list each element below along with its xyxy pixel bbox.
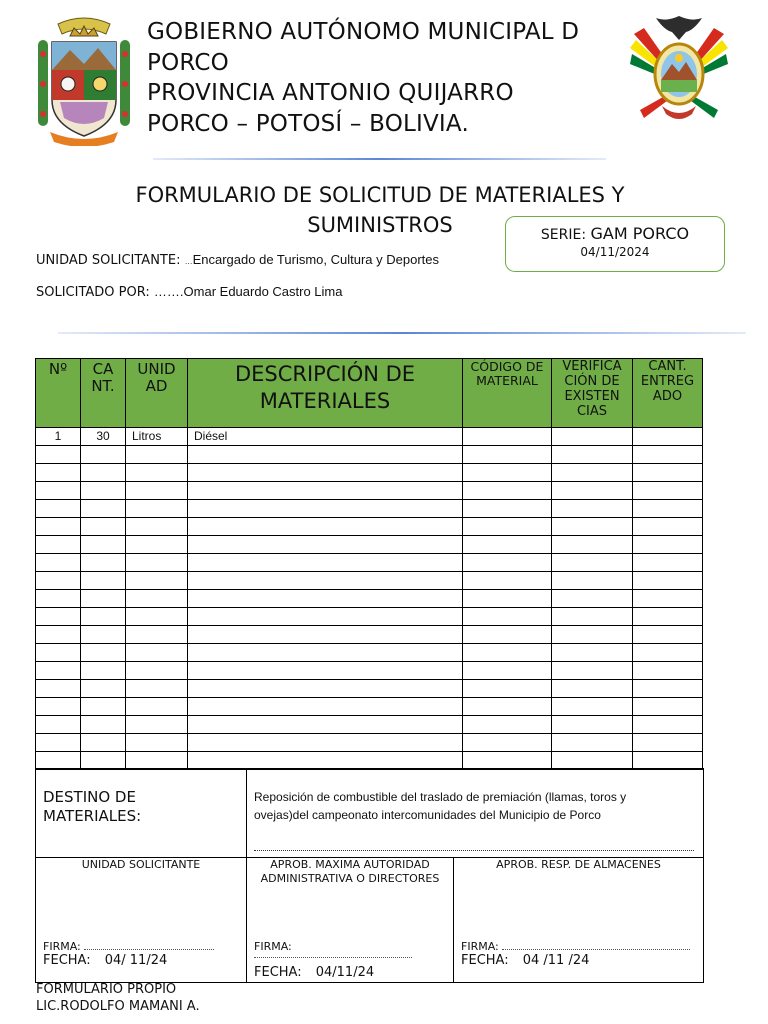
col-header-unidad: UNID AD — [126, 359, 188, 428]
table-cell — [463, 536, 552, 554]
table-cell — [126, 698, 188, 716]
table-cell — [126, 608, 188, 626]
municipal-coat-of-arms-logo — [34, 14, 134, 146]
table-cell — [36, 464, 81, 482]
table-cell — [126, 572, 188, 590]
bolivia-coat-of-arms-logo — [626, 14, 732, 128]
signature-autoridad-line — [254, 957, 412, 958]
table-cell — [126, 446, 188, 464]
table-cell — [126, 752, 188, 770]
footer-line-1: FORMULARIO PROPIO — [36, 982, 177, 997]
table-cell — [633, 536, 703, 554]
signature-autoridad-fecha — [254, 965, 374, 980]
table-row — [36, 446, 703, 464]
unidad-solicitante-label: UNIDAD SOLICITANTE: — [36, 253, 181, 268]
table-cell — [463, 734, 552, 752]
table-cell — [552, 734, 633, 752]
table-row — [36, 716, 703, 734]
table-cell — [81, 590, 126, 608]
table-cell — [81, 500, 126, 518]
col-header-numero: Nº — [36, 359, 81, 428]
table-cell — [463, 518, 552, 536]
table-cell — [126, 590, 188, 608]
table-row — [36, 626, 703, 644]
section-divider — [58, 332, 746, 334]
table-cell — [126, 464, 188, 482]
table-cell — [463, 554, 552, 572]
table-cell — [552, 680, 633, 698]
table-cell — [552, 518, 633, 536]
table-cell — [81, 734, 126, 752]
table-cell — [188, 446, 463, 464]
table-cell — [552, 608, 633, 626]
table-cell — [126, 482, 188, 500]
materials-table-body — [36, 428, 703, 770]
col-header-descripcion: DESCRIPCIÓN DE MATERIALES — [188, 359, 463, 428]
destino-text-line-2: ovejas)del campeonato intercomunidades del Municipio de Porco — [254, 808, 601, 822]
table-cell — [188, 536, 463, 554]
table-cell — [188, 554, 463, 572]
table-cell — [36, 662, 81, 680]
table-cell — [126, 554, 188, 572]
signature-autoridad-title-line-1: APROB. MAXIMA AUTORIDAD — [270, 858, 430, 871]
table-cell — [552, 644, 633, 662]
table-row — [36, 680, 703, 698]
signature-unidad-fecha-label: FECHA: — [43, 953, 91, 968]
solicitado-por-value: Omar Eduardo Castro Lima — [183, 284, 343, 299]
unidad-solicitante-field — [36, 252, 439, 268]
table-cell — [126, 680, 188, 698]
table-row — [36, 608, 703, 626]
table-cell — [188, 734, 463, 752]
table-cell — [633, 428, 703, 446]
table-row — [36, 698, 703, 716]
table-cell — [463, 590, 552, 608]
table-cell — [463, 482, 552, 500]
table-cell — [463, 752, 552, 770]
table-cell — [81, 572, 126, 590]
unidad-solicitante-dots: … — [184, 257, 193, 266]
table-cell — [126, 500, 188, 518]
table-cell — [463, 608, 552, 626]
table-cell — [126, 662, 188, 680]
table-row — [36, 482, 703, 500]
table-cell — [188, 752, 463, 770]
table-cell — [188, 626, 463, 644]
solicitado-por-field — [36, 284, 342, 300]
table-cell — [81, 644, 126, 662]
table-cell — [81, 608, 126, 626]
solicitado-por-dots: ……. — [153, 284, 184, 299]
table-cell — [36, 590, 81, 608]
table-cell — [126, 734, 188, 752]
table-cell — [188, 662, 463, 680]
signature-almacenes-title — [454, 858, 703, 872]
signature-autoridad-title-line-2: ADMINISTRATIVA O DIRECTORES — [260, 872, 440, 885]
table-cell — [552, 698, 633, 716]
table-cell — [36, 518, 81, 536]
table-cell — [633, 752, 703, 770]
table-cell — [552, 554, 633, 572]
table-cell — [633, 698, 703, 716]
table-cell — [188, 500, 463, 518]
table-cell — [81, 446, 126, 464]
footer — [36, 981, 200, 1015]
table-cell — [633, 644, 703, 662]
materials-table — [35, 358, 703, 770]
table-cell — [81, 482, 126, 500]
table-cell — [633, 626, 703, 644]
table-cell — [36, 536, 81, 554]
table-cell — [81, 752, 126, 770]
signature-unidad-title — [36, 858, 246, 872]
table-cell — [633, 446, 703, 464]
table-row — [36, 752, 703, 770]
signature-autoridad-fecha-value: 04/11/24 — [315, 965, 375, 980]
col-header-cantidad: CA NT. — [81, 359, 126, 428]
table-cell — [36, 482, 81, 500]
table-cell — [552, 572, 633, 590]
table-cell — [36, 500, 81, 518]
solicitado-por-label: SOLICITADO POR: — [36, 285, 150, 300]
serie-box — [505, 216, 725, 272]
table-row — [36, 644, 703, 662]
unidad-solicitante-value: Encargado de Turismo, Cultura y Deportes — [192, 252, 439, 267]
table-cell — [36, 608, 81, 626]
table-cell — [463, 698, 552, 716]
header-line-4: PORCO – POTOSÍ – BOLIVIA. — [147, 111, 469, 137]
form-title-line-2: SUMINISTROS — [307, 213, 453, 237]
table-cell — [633, 554, 703, 572]
destino-label — [43, 788, 141, 826]
form-title-line-1: FORMULARIO DE SOLICITUD DE MATERIALES Y — [135, 183, 625, 207]
signature-unidad-firma — [43, 940, 214, 953]
table-cell: 1 — [36, 428, 81, 446]
serie-value: GAM PORCO — [590, 224, 690, 243]
table-cell — [633, 680, 703, 698]
header-divider — [153, 158, 606, 160]
table-cell — [552, 464, 633, 482]
serie-label: SERIE: — [540, 227, 587, 243]
signature-almacenes-title-line-1: APROB. RESP. DE ALMACENES — [496, 858, 661, 871]
signature-almacenes-fecha-label: FECHA: — [461, 953, 509, 968]
table-cell — [552, 716, 633, 734]
table-cell — [633, 590, 703, 608]
table-cell — [188, 644, 463, 662]
table-row — [36, 518, 703, 536]
table-cell — [36, 752, 81, 770]
table-cell — [552, 662, 633, 680]
table-cell — [633, 662, 703, 680]
table-cell — [463, 644, 552, 662]
footer-line-2: LIC.RODOLFO MAMANI A. — [36, 999, 200, 1014]
signature-autoridad-title — [247, 858, 453, 886]
serie-date: 04/11/2024 — [580, 245, 650, 259]
col-header-codigo: CÓDIGO DE MATERIAL — [463, 359, 552, 428]
table-cell — [188, 716, 463, 734]
signature-autoridad-firma-label: FIRMA: — [254, 940, 292, 953]
table-cell — [552, 482, 633, 500]
table-row — [36, 590, 703, 608]
signature-almacenes-firma — [461, 940, 690, 953]
table-cell — [552, 752, 633, 770]
signature-autoridad-firma — [254, 940, 412, 958]
table-cell — [633, 500, 703, 518]
table-cell — [463, 572, 552, 590]
table-row — [36, 734, 703, 752]
signature-unidad-line — [84, 949, 214, 950]
table-cell — [633, 518, 703, 536]
table-cell — [126, 626, 188, 644]
table-cell: 30 — [81, 428, 126, 446]
table-cell — [552, 626, 633, 644]
table-cell — [188, 482, 463, 500]
table-cell — [633, 482, 703, 500]
table-cell — [463, 626, 552, 644]
table-row — [36, 500, 703, 518]
table-cell: Litros — [126, 428, 188, 446]
table-cell — [188, 572, 463, 590]
table-cell — [552, 590, 633, 608]
table-row — [36, 536, 703, 554]
table-cell — [633, 464, 703, 482]
table-cell — [463, 464, 552, 482]
table-cell — [552, 536, 633, 554]
table-cell — [633, 734, 703, 752]
table-cell — [633, 572, 703, 590]
table-cell — [188, 518, 463, 536]
signature-almacenes-fecha — [461, 953, 589, 968]
table-cell — [36, 554, 81, 572]
table-row — [36, 662, 703, 680]
table-cell — [81, 698, 126, 716]
table-cell — [36, 716, 81, 734]
table-cell — [36, 644, 81, 662]
table-cell: Diésel — [188, 428, 463, 446]
table-cell — [552, 446, 633, 464]
divider — [246, 770, 247, 858]
table-cell — [126, 644, 188, 662]
table-cell — [463, 500, 552, 518]
table-cell — [36, 626, 81, 644]
header-line-3: PROVINCIA ANTONIO QUIJARRO — [147, 80, 514, 106]
table-cell — [463, 446, 552, 464]
table-cell — [188, 680, 463, 698]
table-cell — [188, 590, 463, 608]
table-row — [36, 428, 703, 446]
table-cell — [81, 536, 126, 554]
table-cell — [463, 680, 552, 698]
table-cell — [633, 608, 703, 626]
table-cell — [36, 698, 81, 716]
destino-label-line-2: MATERIALES: — [43, 807, 142, 825]
header-line-2: PORCO — [147, 50, 229, 76]
col-header-verificacion: VERIFICA CIÓN DE EXISTEN CIAS — [552, 359, 633, 428]
destino-label-line-1: DESTINO DE — [43, 788, 136, 806]
table-cell — [81, 680, 126, 698]
table-cell — [188, 698, 463, 716]
destino-dotted-line — [254, 850, 694, 851]
table-cell — [552, 428, 633, 446]
divider — [453, 858, 454, 982]
table-cell — [463, 662, 552, 680]
table-cell — [36, 680, 81, 698]
table-row — [36, 554, 703, 572]
table-cell — [81, 554, 126, 572]
signature-unidad-fecha — [43, 953, 167, 968]
table-cell — [188, 608, 463, 626]
table-row — [36, 572, 703, 590]
table-row — [36, 464, 703, 482]
signature-autoridad-fecha-label: FECHA: — [254, 965, 302, 980]
destino-text — [254, 788, 694, 824]
signature-almacenes-line — [502, 949, 690, 950]
signature-almacenes-fecha-value: 04 /11 /24 — [522, 953, 590, 968]
table-cell — [36, 572, 81, 590]
destino-text-line-1: Reposición de combustible del traslado de premiación (llamas, toros y — [254, 790, 627, 804]
table-cell — [81, 518, 126, 536]
table-cell — [552, 500, 633, 518]
table-cell — [81, 464, 126, 482]
table-cell — [81, 626, 126, 644]
header-line-1: GOBIERNO AUTÓNOMO MUNICIPAL D — [147, 19, 580, 45]
col-header-cant-entregado: CANT. ENTREG ADO — [633, 359, 703, 428]
table-cell — [36, 446, 81, 464]
table-cell — [81, 662, 126, 680]
table-cell — [36, 734, 81, 752]
table-cell — [126, 518, 188, 536]
destination-and-signatures — [35, 768, 704, 983]
signature-almacenes-firma-label: FIRMA: — [461, 940, 499, 953]
table-cell — [188, 464, 463, 482]
table-cell — [463, 428, 552, 446]
table-cell — [126, 536, 188, 554]
signature-unidad-title-line-1: UNIDAD SOLICITANTE — [81, 858, 201, 871]
table-cell — [633, 716, 703, 734]
signature-unidad-fecha-value: 04/ 11/24 — [104, 953, 168, 968]
table-cell — [126, 716, 188, 734]
table-cell — [463, 716, 552, 734]
table-cell — [81, 716, 126, 734]
signature-unidad-firma-label: FIRMA: — [43, 940, 81, 953]
